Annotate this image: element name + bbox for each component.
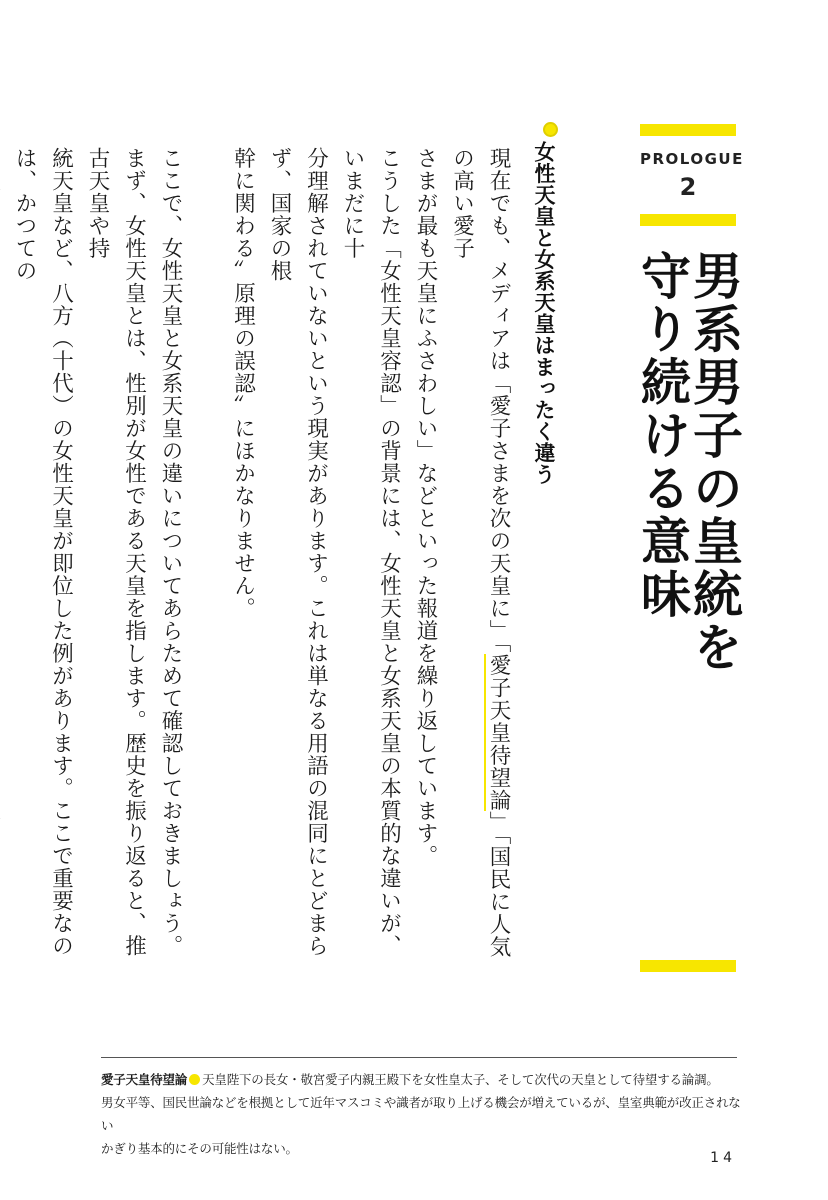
footnote-divider (101, 1057, 737, 1058)
paragraph-gap (188, 147, 224, 157)
prologue-label: PROLOGUE (640, 150, 744, 168)
text-line (0, 147, 6, 972)
section-heading (529, 122, 559, 502)
header-accent-bar-bottom (640, 960, 736, 972)
footnote-line-1: 愛子天皇待望論 天皇陛下の長女・敬宮愛子内親王殿下を女性皇太子、そして次代の天皇として待望する論調。 (101, 1072, 719, 1087)
page-number: 14 (710, 1150, 736, 1166)
footnote (101, 1068, 741, 1160)
text-line: 統天皇など、八方（十代）の女性天皇が即位した例があります。ここで重要なのは、かつての (12, 147, 74, 957)
text-line: まず、女性天皇とは、性別が女性である天皇を指します。歴史を振り返ると、推古天皇や持 (85, 147, 147, 957)
text-line: さまが最も天皇にふさわしい」などといった報道を繰り返しています。 (413, 147, 438, 867)
text-line: 現在でも、メディアは「愛子さまを次の天皇に」「愛子天皇待望論」「国民に人気の高い愛子 (449, 147, 511, 958)
text-line: 幹に関わる〞原理の誤認〟にほかなりません。 (230, 147, 256, 620)
text-line: 分理解されていないという現実があります。これは単なる用語の混同にとどまらず、国家の根 (267, 147, 329, 957)
section-heading-text: 女性天皇と女系天皇はまったく違う (532, 141, 556, 485)
chapter-title-line-1: 男系男子の皇統を (685, 250, 744, 674)
paragraph-2 (0, 147, 188, 972)
text-line: ここで、女性天皇と女系天皇の違いについてあらためて確認しておきましょう。 (158, 147, 183, 957)
header-accent-bar-middle (640, 214, 736, 226)
chapter-title (633, 250, 744, 940)
bullet-dot-icon (543, 122, 558, 137)
highlighted-term: 愛子天皇待望論 (486, 653, 511, 812)
footnote-line-3: かぎり基本的にその可能性はない。 (101, 1141, 298, 1156)
header-accent-bar-top (640, 124, 736, 136)
footnote-dot-icon (189, 1074, 200, 1085)
footnote-term: 愛子天皇待望論 (101, 1072, 188, 1087)
prologue-number: 2 (679, 173, 697, 201)
text-line: こうした「女性天皇容認」の背景には、女性天皇と女系天皇の本質的な違いが、いまだに十 (340, 147, 402, 957)
paragraph-1 (224, 147, 516, 972)
footnote-line-2: 男女平等、国民世論などを根拠として近年マスコミや識者が取り上げる機会が増えているが、皇室典範が改正されない (101, 1095, 741, 1133)
chapter-title-line-2: 守り続ける意味 (633, 250, 692, 621)
body-text (0, 147, 516, 972)
